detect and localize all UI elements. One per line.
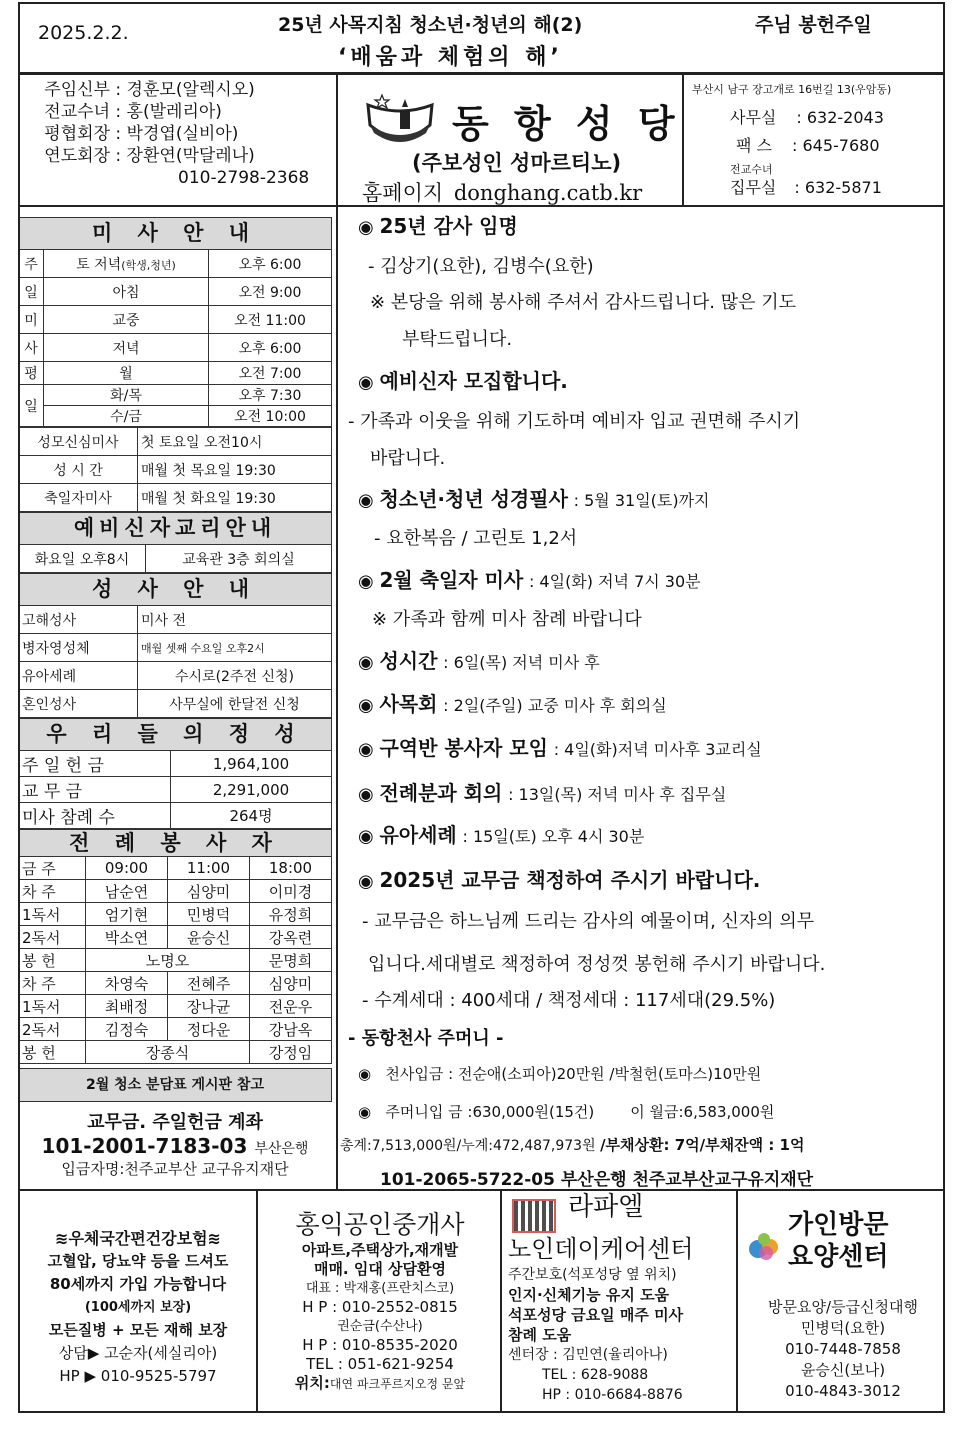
table-cell: 교중 [44,306,209,334]
ad-homecare-subtitle: 요양센터 [788,1242,889,1272]
ad-line: 위치:대연 파크푸르지오정 문앞 [294,1374,466,1392]
parish-patron: (주보성인 성마르티노) [412,151,622,175]
bullet-icon: ◉ [358,784,374,805]
table-cell: 일 [19,385,44,427]
notice-3-line: - 요한복음 / 고린토 1,2서 [374,528,578,549]
notice-6: ◉ 사목회 : 2일(주일) 교중 미사 후 회의실 [358,692,667,716]
table-cell: 2독서 [19,1018,86,1041]
ad-line: 아파트,주택상가,재개발 [301,1241,459,1259]
table-cell: 2독서 [19,926,86,949]
table-cell: 노명오 [86,949,250,972]
table-cell: 오후 6:00 [209,334,332,362]
notice-11-total: 총계:7,513,000원/누계:472,487,973원 /부채상환: 7억/부채잔액 : 1억 [340,1136,805,1154]
table-cell: 사무실에 한달전 신청 [138,690,332,718]
parish-address: 부산시 남구 장고개로 16번길 13(우암동) [692,83,892,96]
table-cell: 오후 6:00 [209,250,332,278]
table-cell: 장나균 [168,995,250,1018]
notice-8: ◉ 전례분과 회의 : 13일(목) 저녁 미사 후 집무실 [358,781,727,805]
sunday-name: 주님 봉헌주일 [755,14,872,36]
servers-title: 전 례 봉 사 자 [18,829,332,856]
cleaning-note: 2월 청소 분담표 게시판 참고 [18,1068,332,1102]
table-cell: 성모신심미사 [19,428,138,456]
ad-line: 방문요양/등급신청대행 [768,1298,918,1316]
notice-1: ◉ 25년 감사 임명 [358,214,518,238]
table-cell: 사 [19,334,44,362]
table-cell: 교육관 3층 회의실 [146,545,332,573]
ad-line: HP ▶ 010-9525-5797 [59,1367,217,1385]
ad-realty [260,1209,500,1394]
table-cell: 강옥련 [250,926,332,949]
table-cell: 최배정 [86,995,168,1018]
table-cell: 장종식 [86,1041,250,1064]
flower-logo-icon [744,1229,784,1263]
ad-line: 권순금(수산나) [337,1319,423,1334]
decor-icon: ≋ [55,1229,69,1248]
office-phone: 사무실 : 632-2043 [730,108,884,127]
ad-realty-title: 홍익공인중개사 [295,1210,465,1239]
table-cell: 축일자미사 [19,484,138,512]
table-cell: 18:00 [250,857,332,880]
ad-line: 모든질병 + 모든 재해 보장 [48,1321,228,1339]
ads-bar [18,1189,945,1413]
table-cell: 남순연 [86,880,168,903]
table-cell: 아침 [44,278,209,306]
ad-daycare-subtitle: 노인데이케어센터 [508,1235,694,1263]
ad-homecare [740,1205,946,1402]
bullet-icon: ◉ [358,695,374,716]
table-cell: 토 저녁(학생,청년) [44,250,209,278]
ad-line: 민병덕(요한) [800,1319,886,1337]
table-cell: 박소연 [86,926,168,949]
table-cell: 매월 첫 화요일 19:30 [138,484,332,512]
table-cell: 09:00 [86,857,168,880]
table-cell: 평 [19,362,44,385]
catechumen-title: 예비신자교리안내 [18,512,332,544]
bulletin-date: 2025.2.2. [38,22,129,44]
ad-daycare [508,1192,734,1405]
staff-row: 주임신부 : 경훈모(알렉시오) [44,80,255,100]
table-cell: 봉 헌 [19,1041,86,1064]
account-number: 101-2001-7183-03 부산은행 [41,1134,309,1158]
notice-11-account: 101-2065-5722-05 부산은행 천주교부산교구유지재단 [380,1170,814,1190]
ad-line: 주간보호(석포성당 옆 위치) [508,1267,677,1283]
table-cell: 전운우 [250,995,332,1018]
bullet-icon: ◉ [358,826,374,847]
account-title: 교무금. 주일헌금 계좌 [87,1112,263,1133]
bullet-icon: ◉ [358,217,374,238]
table-cell: 병자영성체 [19,634,138,662]
parish-name: 동 항 성 당 [452,102,681,146]
ad-line: 센터장 : 김민연(율리아나) [508,1347,668,1363]
table-cell: 1독서 [19,995,86,1018]
notice-11-line: ◉ 주머니입 금 :630,000원(15건) 이 월금:6,583,000원 [358,1103,775,1121]
table-cell: 미 [19,306,44,334]
table-cell: 오전 9:00 [209,278,332,306]
table-cell: 오후 7:30 [209,385,332,406]
table-cell: 수시로(2주전 신청) [138,662,332,690]
notice-4-line: ※ 가족과 함께 미사 참례 바랍니다 [372,609,642,630]
ad-line: 매매. 임대 상담환영 [313,1260,447,1278]
ad-line: H P : 010-2552-0815 [302,1298,458,1316]
table-cell: 화/목 [44,385,209,406]
table-cell: 심양미 [168,880,250,903]
bullet-icon: ◉ [358,871,374,892]
table-cell: 차 주 [19,880,86,903]
homepage-link[interactable]: donghang.catb.kr [453,181,643,205]
notice-5: ◉ 성시간 : 6일(목) 저녁 미사 후 [358,649,600,673]
account-holder: 입금자명:천주교부산 교구유지재단 [61,1160,289,1178]
table-cell: 교 무 금 [19,777,171,803]
bullet-icon: ◉ [358,571,374,592]
table-cell: 윤승신 [168,926,250,949]
side-char: 주 [19,250,44,278]
notice-10: ◉ 2025년 교무금 책정하여 주시기 바랍니다. [358,868,761,892]
ad-daycare-title: 라파엘 [568,1192,644,1222]
homepage: 홈페이지 donghang.catb.kr [362,181,643,205]
staff-row: 전교수녀 : 홍(발레리아) [44,102,222,122]
theme-line-2: ‘배움과 체험의 해’ [338,45,563,70]
ad-line: 참례 도움 [508,1326,572,1344]
table-cell: 강남옥 [250,1018,332,1041]
decor-icon: ≋ [207,1229,221,1248]
table-cell: 미사 참례 수 [19,803,171,829]
table-cell: 전혜주 [168,972,250,995]
table-cell: 강정임 [250,1041,332,1064]
ad-line: 대표 : 박재홍(프란치스코) [305,1281,455,1296]
nun-office-phone: 집무실 : 632-5871 [730,178,882,197]
notice-11-line: ◉ 천사입금 : 전순애(소피아)20만원 /박철헌(토마스)10만원 [358,1065,762,1083]
bullet-icon: ◉ [358,652,374,673]
notice-10-line: - 교무금은 하느님께 드리는 감사의 예물이며, 신자의 의무 [362,911,815,932]
table-cell: 화요일 오후8시 [19,545,146,573]
notice-1-line: ※ 본당을 위해 봉사해 주셔서 감사드립니다. 많은 기도 [370,292,797,313]
fax-number: 팩 스 : 645-7680 [736,136,880,155]
mass-title: 미 사 안 내 [18,217,332,249]
table-cell: 오전 11:00 [209,306,332,334]
table-cell: 정다운 [168,1018,250,1041]
table-cell: 1,964,100 [171,751,332,777]
offering-title: 우 리 들 의 정 성 [18,718,332,750]
bullet-icon: ◉ [358,490,374,511]
table-cell: 수/금 [44,406,209,427]
ad-line: 80세까지 가입 가능합니다 [49,1275,227,1293]
table-cell: 혼인성사 [19,690,138,718]
notice-1-line: - 김상기(요한), 김병수(요한) [368,256,594,277]
ad-line: 상담▶ 고순자(세실리아) [58,1344,218,1362]
sacrament-title: 성 사 안 내 [18,573,332,605]
staff-row: 연도회장 : 장환연(막달레나) [44,146,255,166]
ad-line: HP : 010-6684-8876 [542,1387,683,1403]
table-cell: 엄기현 [86,903,168,926]
notice-2-line: 바랍니다. [370,448,446,469]
notice-1-line: 부탁드립니다. [402,329,513,350]
ad-line: 010-4843-3012 [785,1382,901,1400]
ad-insurance [20,1227,256,1388]
table-cell: 264명 [171,803,332,829]
table-cell: 매월 첫 목요일 19:30 [138,456,332,484]
ad-line: H P : 010-8535-2020 [302,1336,458,1354]
table-cell: 1독서 [19,903,86,926]
table-cell: 11:00 [168,857,250,880]
table-cell: 매월 셋째 수요일 오후2시 [138,634,332,662]
bullet-icon: ◉ [358,739,374,760]
ad-line: (100세까지 보장) [84,1300,192,1315]
table-cell: 김정숙 [86,1018,168,1041]
staff-row: 평협회장 : 박경엽(실비아) [44,124,239,144]
qr-code-icon [512,1199,556,1233]
table-cell: 금 주 [19,857,86,880]
bullet-icon: ◉ [358,1065,372,1083]
nun-label-small: 전교수녀 [730,163,773,176]
table-cell: 유아세례 [19,662,138,690]
staff-phone: 010-2798-2368 [178,168,310,188]
table-cell: 미사 전 [138,606,332,634]
table-cell: 차 주 [19,972,86,995]
notice-9: ◉ 유아세례 : 15일(토) 오후 4시 30분 [358,823,645,847]
table-cell: 봉 헌 [19,949,86,972]
table-cell: 저녁 [44,334,209,362]
table-cell: 성 시 간 [19,456,138,484]
table-cell: 오전 7:00 [209,362,332,385]
ad-line: 고혈압, 당뇨약 등을 드셔도 [47,1252,229,1270]
ad-insurance-title: ≋우체국간편건강보험≋ [55,1229,221,1248]
table-cell: 문명희 [250,949,332,972]
table-cell: 고해성사 [19,606,138,634]
notice-4: ◉ 2월 축일자 미사 : 4일(화) 저녁 7시 30분 [358,568,701,592]
table-cell: 유정희 [250,903,332,926]
notice-10-line: 입니다.세대별로 책정하여 정성껏 봉헌해 주시기 바랍니다. [368,954,826,975]
table-cell: 주 일 헌 금 [19,751,171,777]
bullet-icon: ◉ [358,1103,372,1121]
notice-2: ◉ 예비신자 모집합니다. [358,369,568,393]
notice-2-line: - 가족과 이웃을 위해 기도하며 예비자 입교 권면해 주시기 [348,411,801,432]
bullet-icon: ◉ [358,372,374,393]
ad-line: 윤승신(보나) [800,1361,886,1379]
table-cell: 차영숙 [86,972,168,995]
ad-line: TEL : 051-621-9254 [306,1355,454,1373]
ad-line: TEL : 628-9088 [542,1367,649,1383]
table-cell: 일 [19,278,44,306]
table-cell: 오전 10:00 [209,406,332,427]
notice-11: - 동항천사 주머니 - [348,1028,504,1049]
table-cell: 이미경 [250,880,332,903]
notice-3: ◉ 청소년·청년 성경필사 : 5월 31일(토)까지 [358,487,710,511]
table-cell: 첫 토요일 오전10시 [138,428,332,456]
table-cell: 심양미 [250,972,332,995]
theme-line-1: 25년 사목지침 청소년·청년의 해(2) [278,14,583,36]
ad-homecare-title: 가인방문 [788,1210,889,1240]
ad-line: 인지·신체기능 유지 도움 [508,1286,670,1304]
table-cell: 민병덕 [168,903,250,926]
notice-10-line: - 수계세대 : 400세대 / 책정세대 : 117세대(29.5%) [362,990,776,1011]
ad-line: 010-7448-7858 [785,1340,901,1358]
table-cell: 2,291,000 [171,777,332,803]
table-cell: 월 [44,362,209,385]
ad-line: 석포성당 금요일 매주 미사 [508,1306,684,1324]
notice-7: ◉ 구역반 봉사자 모임 : 4일(화)저녁 미사후 3교리실 [358,736,762,760]
